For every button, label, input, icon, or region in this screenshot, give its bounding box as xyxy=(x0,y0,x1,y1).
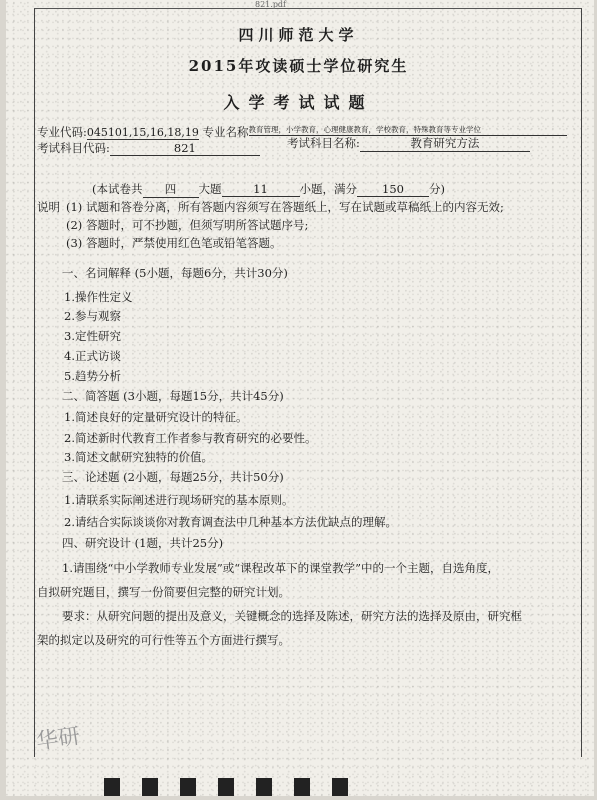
s2-item-2: 2.简述新时代教育工作者参与教育研究的必要性。 xyxy=(64,431,317,445)
subject-name-value: 教育研究方法 xyxy=(360,135,530,152)
s4-line-3: 要求：从研究问题的提出及意义，关键概念的选择及陈述，研究方法的选择及原由，研究框 xyxy=(62,609,522,623)
big-question-count: 四 xyxy=(143,181,199,198)
s2-item-1: 1.简述良好的定量研究设计的特征。 xyxy=(64,410,248,424)
edge-block xyxy=(104,778,120,796)
subject-code-row xyxy=(37,140,260,156)
edge-block xyxy=(180,778,196,796)
edge-block xyxy=(256,778,272,796)
edge-block xyxy=(332,778,348,796)
section-4-title: 四、研究设计 (1题，共计25分) xyxy=(62,536,224,550)
summary-text-d: 分) xyxy=(429,182,445,196)
s4-line-1: 1.请围绕“中小学教师专业发展”或“课程改革下的课堂教学”中的一个主题，自选角度， xyxy=(62,561,499,575)
s3-item-2: 2.请结合实际谈谈你对教育调查法中几种基本方法优缺点的理解。 xyxy=(64,515,397,529)
s4-line-2: 自拟研究题目，撰写一份简要但完整的研究计划。 xyxy=(37,585,290,599)
subject-code-value: 821 xyxy=(110,141,260,156)
summary-text-a: (本试卷共 xyxy=(92,182,143,196)
section-1-title: 一、名词解释 (5小题，每题6分，共计30分) xyxy=(62,266,288,280)
edge-block xyxy=(218,778,234,796)
s3-item-1: 1.请联系实际阐述进行现场研究的基本原则。 xyxy=(64,493,294,507)
summary-text-c: 小题，满分 xyxy=(299,182,357,196)
small-question-count: 11 xyxy=(222,182,300,197)
university-name: 四川师范大学 xyxy=(238,26,359,44)
exam-year-title: 2015年攻读硕士学位研究生 xyxy=(188,57,409,75)
subject-code-label: 考试科目代码: xyxy=(37,141,110,155)
section-2-title: 二、简答题 (3小题，每题15分，共计45分) xyxy=(62,389,284,403)
major-name-value: 教育管理，小学教育，心理健康教育，学校教育，特殊教育等专业学位 xyxy=(249,124,567,136)
major-code-value: 045101,15,16,18,19 xyxy=(86,126,199,139)
instruction-rule-1: (1) 试题和答卷分离，所有答题内容须写在答题纸上，写在试题或草稿纸上的内容无效; xyxy=(66,200,504,214)
subject-name-row xyxy=(287,135,530,152)
major-code-label: 专业代码: xyxy=(37,125,87,139)
s1-item-1: 1.操作性定义 xyxy=(64,290,133,304)
s2-item-3: 3.简述文献研究独特的价值。 xyxy=(64,450,213,464)
edge-block xyxy=(294,778,310,796)
section-3-title: 三、论述题 (2小题，每题25分，共计50分) xyxy=(62,470,284,484)
s1-item-5: 5.趋势分析 xyxy=(64,369,121,383)
summary-text-b: 大题 xyxy=(198,182,222,196)
subject-name-label: 考试科目名称: xyxy=(287,136,360,150)
instruction-rule-2: (2) 答题时，可不抄题，但须写明所答试题序号; xyxy=(66,218,309,232)
exam-title: 入学考试试题 xyxy=(223,93,374,112)
paper-summary xyxy=(92,181,445,198)
major-name-label: 专业名称 xyxy=(202,125,249,139)
full-score: 150 xyxy=(357,182,429,197)
watermark-logo: 华研 xyxy=(34,724,82,755)
edge-block xyxy=(142,778,158,796)
instruction-label: 说明 xyxy=(37,200,60,214)
s1-item-4: 4.正式访谈 xyxy=(64,349,121,363)
s4-line-4: 架的拟定以及研究的可行性等五个方面进行撰写。 xyxy=(37,633,290,647)
file-mark: 821.pdf xyxy=(255,0,287,9)
s1-item-3: 3.定性研究 xyxy=(64,329,121,343)
instruction-rule-3: (3) 答题时，严禁使用红色笔或铅笔答题。 xyxy=(66,236,282,250)
scan-edge-blocks xyxy=(104,778,370,800)
s1-item-2: 2.参与观察 xyxy=(64,309,121,323)
